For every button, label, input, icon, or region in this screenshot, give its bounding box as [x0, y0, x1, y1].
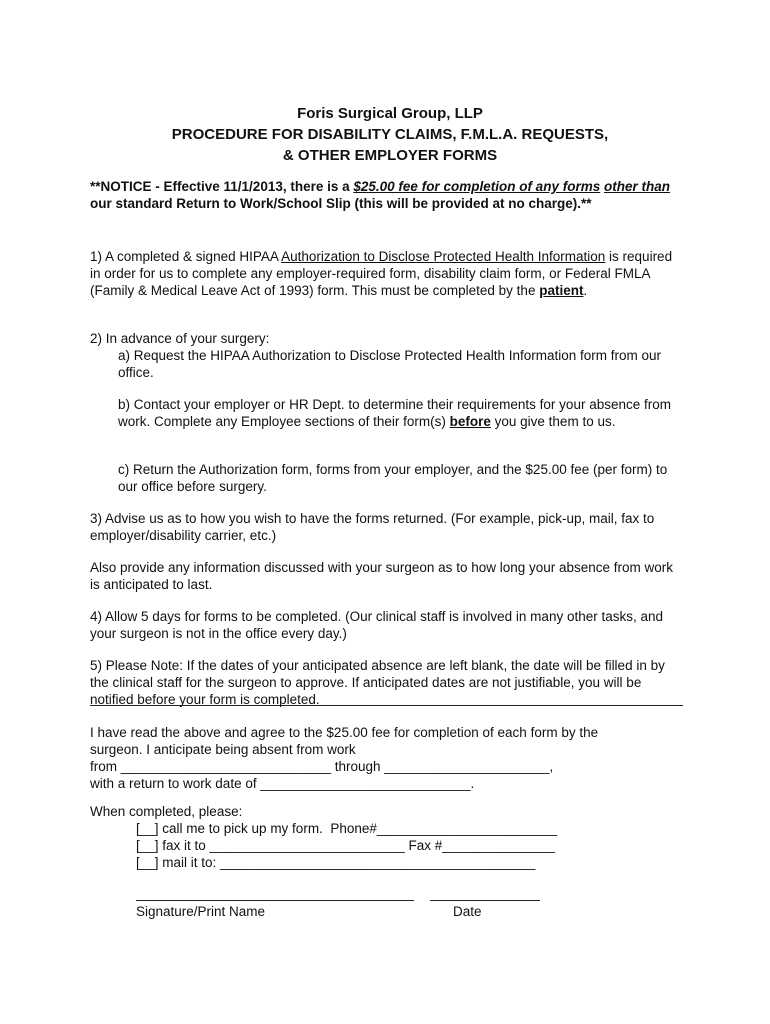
completion-intro: When completed, please:	[90, 804, 243, 819]
paragraph-5: 5) Please Note: If the dates of your anticipated absence are left blank, the date will be filled in by the clinical staff for the surgeon to approve. If anticipated dates are not justifiable, you will be notified before your form is completed.	[90, 658, 665, 707]
section-divider	[90, 705, 683, 706]
paragraph-3b: Also provide any information discussed with your surgeon as to how long your absence from work is anticipated to last.	[90, 560, 674, 592]
p2b-text-2: you give them to us.	[490, 414, 616, 429]
before-emphasis: before	[449, 414, 491, 429]
option-fax[interactable]: [__] fax it to __________________________ Fax #_______________	[136, 838, 555, 853]
signature-label: Signature/Print Name	[136, 904, 266, 919]
company-name: Foris Surgical Group, LLP	[297, 105, 483, 122]
p2b-text-1: b) Contact your employer or HR Dept. to determine their requirements for your absence from work. Complete any Employee sections of their form(s)	[118, 397, 671, 429]
paragraph-3: 3) Advise us as to how you wish to have the forms returned. (For example, pick-up, mail, fax to employer/disability carrier, etc.)	[90, 511, 655, 543]
document-header	[90, 103, 690, 166]
paragraph-2-intro: 2) In advance of your surgery:	[90, 331, 270, 346]
completion-options	[136, 820, 557, 871]
document-subtitle: & OTHER EMPLOYER FORMS	[282, 147, 498, 164]
p1-text-c: .	[583, 283, 588, 298]
agreement-line-2: surgeon. I anticipate being absent from work	[90, 742, 356, 757]
option-call-me[interactable]: [__] call me to pick up my form. Phone#________________________	[136, 821, 558, 836]
notice-other-than: other than	[603, 179, 670, 194]
notice-suffix: our standard Return to Work/School Slip (this will be provided at no charge).**	[90, 196, 592, 211]
paragraph-1	[90, 248, 686, 299]
paragraph-2a: a) Request the HIPAA Authorization to Disclose Protected Health Information form from our office.	[118, 348, 662, 380]
option-mail[interactable]: [__] mail it to: __________________________________________	[136, 855, 536, 870]
absence-dates-field[interactable]: from ____________________________ through ______________________,	[90, 759, 554, 774]
agreement-block	[90, 724, 686, 792]
date-line[interactable]	[430, 900, 540, 901]
notice-prefix: **NOTICE - Effective 11/1/2013, there is a	[90, 179, 354, 194]
paragraph-4: 4) Allow 5 days for forms to be completed. (Our clinical staff is involved in many other tasks, and your surgeon is not in the office every day.)	[90, 609, 664, 641]
paragraph-2b	[90, 396, 678, 430]
p1-text-a: 1) A completed & signed HIPAA	[90, 249, 282, 264]
date-label: Date	[453, 904, 482, 919]
agreement-line-1: I have read the above and agree to the $25.00 fee for completion of each form by the	[90, 725, 599, 740]
signature-line[interactable]	[136, 900, 414, 901]
patient-emphasis: patient	[539, 283, 584, 298]
hipaa-authorization-link: Authorization to Disclose Protected Health Information	[281, 249, 606, 264]
return-date-field[interactable]: with a return to work date of ____________________________.	[90, 776, 475, 791]
notice-fee: $25.00 fee for completion of any forms	[353, 179, 601, 194]
p1-text-b: is required in order for us to complete any employer-required form, disability claim form, or Federal FMLA (Family & Medical Leave Act of 1993) form. This must be completed by the	[90, 249, 673, 298]
fee-notice	[90, 178, 680, 212]
document-title: PROCEDURE FOR DISABILITY CLAIMS, F.M.L.A. REQUESTS,	[171, 126, 609, 143]
paragraph-2c: c) Return the Authorization form, forms from your employer, and the $25.00 fee (per form) to our office before surgery.	[118, 462, 668, 494]
